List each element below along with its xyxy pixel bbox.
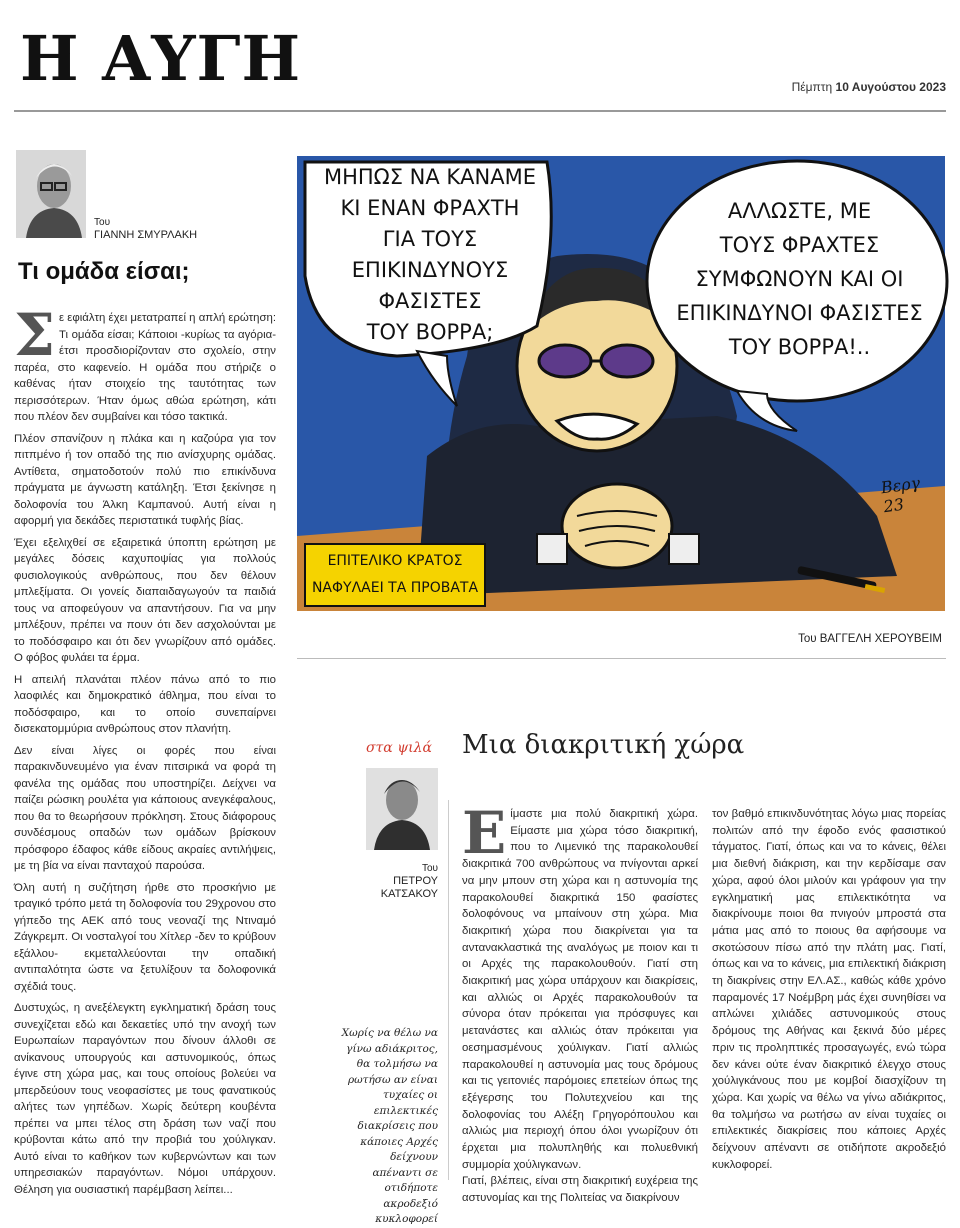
issue-date-value: 10 Αυγούστου 2023 [835,80,946,94]
issue-date [792,80,946,94]
article-title: Τι ομάδα είσαι; [18,258,190,285]
paragraph-5: Δεν είναι λίγες οι φορές που είναι παρακινδυνευμένο για έναν πιτσιρικά να φορά τη φανέλα της ομάδας που υποστηρίζει. Δείχνει να παίζει ρώσικη ρουλέτα για κάποιους ανεγκέφαλους, που θα το θεωρήσουν πρόκληση. Στους διάφορους συνδέσμους οπαδών των ομάδων βρίσκουν πρόσφορο έδαφος κάθε είδους ακραίες αντιλήψεις, με τη βία να είναι πανταχού παρούσα. [14,744,276,872]
political-cartoon [297,156,945,611]
drop-cap: Ε [462,799,507,867]
section-rule [297,658,946,659]
author-photo-smyrlakis [16,150,86,238]
article2-column-2: τον βαθμό επικινδυνότητας λόγω μιας πορείας πολιτών από την έφοδο ενός φασιστικού τάγματος. Γιατί, όπως και να το κάνεις, θέλει μια διεθνή διάκριση, και την κερδίσαμε σαν χώρα, αφού όλοι μιλούν και γράφουν για την εγκληματική μας επιλεκτικότητα να διακρίνουμε ποιοι θα πνιγούν μπροστά στα μάτια μας από το ποιους θα αφήσουμε να σκοτώσουν πίσω από την πλάτη μας. Γιατί, όπως και να το κάνεις, μια επιλεκτική διάκριση τη διακρίνεις στην ΕΛ.ΑΣ., καθώς κάθε χρόνο παραμονές 17 Νοέμβρη μάς έχει συνηθίσει να απλώνει χιλιάδες αστυνομικούς στους δρόμους της Αθήνας και ξεκινά δύο μέρες πριν τις προληπτικές προσαγωγές, ενώ τώρα δεν κάνει ούτε έναν διακριτικό έλεγχο στους χούλιγκάνους που με κομβοί διασχίζουν τη χώρα. Και χωρίς να θέλω να γίνω αδιάκριτος, θα τολμήσω να ρωτήσω αν είναι τυχαίες οι επιλεκτικές διακρίσεις που κάποιες Αρχές δείχνουν απέναντι σε οτιδήποτε ακροδεξιό κυκλοφορεί. [712,808,946,1171]
paragraph-7: Δυστυχώς, η ανεξέλεγκτη εγκληματική δράση τους συνεχίζεται εδώ και δεκαετίες υπό την ανοχή των Ευρωπαίων παραγόντων που δίνουν άλλοθι σε ανίκανους υπουργούς και αστυνομικούς, όπως έγινε στη χώρα μας, και τους οποίους βολεύει να μπερδεύουν τους νεοφασίστες με τους φανατικούς αλήτες των γηπέδων. Χωρίς δεύτερη κουβέντα πρέπει να μπει τέλος στη δράση των ναζί που κρύβονται κάτω από την προβιά του χούλιγκαν. Αυτό είναι το καθήκον των κυβερνώντων και των υπηρεσιακών παραγόντων. Νόμοι υπάρχουν. Θέληση για ουσιαστική παρέμβαση λείπει... [14,1002,276,1196]
article2-title: Μια διακριτική χώρα [462,730,745,760]
sign-text: ΕΠΙΤΕΛΙΚΟ ΚΡΑΤΟΣ ΝΑΦΥΛΑΕΙ ΤΑ ΠΡΟΒΑΤΑ [311,553,479,596]
byline-author: ΓΙΑΝΝΗ ΣΜΥΡΛΑΚΗ [94,229,198,241]
newspaper-masthead: Η ΑΥΓΗ [20,22,302,95]
byline [94,216,197,242]
section-kicker: στα ψιλά [366,740,433,756]
issue-day: Πέμπτη [791,80,833,94]
pull-quote: Χωρίς να θέλω να γίνω αδιάκριτος, θα τολμήσω να ρωτήσω αν είναι τυχαίες οι επιλεκτικές διακρίσεις που κάποιες Αρχές δείχνουν απέναντι σε οτιδήποτε ακροδεξιό κυκλοφορεί [341,1027,438,1225]
byline-prefix: Του [94,217,111,228]
drop-cap: Σ [14,301,56,369]
cartoonist-signature: Βεργ 23 [879,473,922,517]
sunglasses-right [601,345,653,377]
sunglasses-left [539,345,591,377]
paragraph-6: Όλη αυτή η συζήτηση ήρθε στο προσκήνιο με τραγικό τρόπο μετά τη δολοφονία του 29χρονου στο γήπεδο της ΑΕΚ από τους νεοναζί της Ντιναμό Ζάγκρεμπ. Οι νοσταλγοί του Χίτλερ -δεν το κρύβουν εξάλλου- εκμεταλλεύονται την οπαδική αντιπαλότητα ώστε να ξετυλίξουν τα δολοφονικά σχέδιά τους. [14,881,276,993]
article2-column-1: Είμαστε μια πολύ διακριτική χώρα. Είμαστε μια χώρα τόσο διακριτική, που το Λιμενικό της παρακολουθεί διακριτικά 700 ανθρώπους να πνίγονται αρκεί να μην μπουν στη χώρα και η αστυνομία της παρακολουθεί διακριτικά 150 φασίστες δολοφόνους να μπαίνουν στη χώρα. Μια διακριτική χώρα που διακρίνεται για τα αντανακλαστικά της αναλόγως με ποιον και τι οι Αρχές της παρακολουθούν. Γιατί στη διακριτική μας χώρα υπάρχουν και διακρίσεις, και αλλιώς οι Αρχές παρακολουθούν τα σύνορα όταν πρόκειται για πρόσφυγες και μετανάστες και αλλιώς όταν πρόκειται για οεσημασμένους χούλιγκαν. Γιατί αλλιώς παρακολουθεί η αστυνομία μας τους δρόμους και τις γειτονιές παρόμοιες επετείων όπως της εξέγερσης του Πολυτεχνείου και της δολοφονίας του Αλέξη Γρηγορόπουλου και αλλιώς μια περιοχή όπου όλοι γνωρίζουν ότι έρχεται μια πολυπληθής και πολυεθνική συμμορία χούλιγκανων. Γιατί, βλέπεις, είναι στη διακριτική ευχέρεια της αστυνομίας και της Πολιτείας να διακρίνουν [462,799,698,1205]
paragraph-2: Πλέον σπανίζουν η πλάκα και η καζούρα για τον πιτπμένο ή τον οπαδό της πιο ανίσχυρης ομάδας. Αντίθετα, σηματοδοτούν πολύ πιο επικίνδυνα πράγματα με άγνωστη κατάληξη. Έτσι ξεκίνησε η δολοφονία του Άλκη Καμπανού. Αυτή είναι η αφορμή για δεκάδες περιστατικά τυφλής βίας. [14,432,276,527]
paragraph-1: Σε εφιάλτη έχει μετατραπεί η απλή ερώτηση: Τι ομάδα είσαι; Κάποιοι -κυρίως τα αγόρια- έτσι προσδιορίζονταν στο σχολείο, στην παρέα, στο καφενείο. Η ομάδα που στήριζε ο καθένας ήταν στοιχείο της ταυτότητας των περισσότερων. Ήταν όμως αθώα ερώτηση, κάτι που πλέον δεν συμβαίνει και τόσο τακτικά. [14,301,276,423]
paragraph-4: Η απειλή πλανάται πλέον πάνω από το πιο λαοφιλές και δημοκρατικό άθλημα, που είναι το ποδόσφαιρο, και το οποίο συνεπαίρνει δισεκατομμύρια ανθρώπους στον πλανήτη. [14,673,276,735]
article-body [14,301,276,1203]
cartoon-credit: Του ΒΑΓΓΕΛΗ ΧΕΡΟΥΒΕΙΜ [798,633,942,645]
article2-byline: Του ΠΕΤΡΟΥ ΚΑΤΣΑΚΟΥ [380,863,438,900]
column-divider [448,800,449,1180]
paragraph-3: Έχει εξελιχθεί σε εξαιρετικά ύποπτη ερώτηση με μεγάλες δόσεις καχυποψίας για πολλούς φυσιολογικούς ανθρώπους, που δεν θέλουν μπλεξίματα. Οι γονείς διαπαιδαγωγούν τα παιδιά τους να αποφεύγουν να απαντήσουν. Για να μην μπλέξουν, πρέπει να πουν ότι δεν ασχολούνται με το ποδόσφαιρο και ότι δεν γνωρίζουν από ομάδες. Ο φόβος φυλάει τα έρμα. [14,536,276,664]
bubble-right-text: ΑΛΛΩΣΤΕ, ΜΕ ΤΟΥΣ ΦΡΑΧΤΕΣ ΣΥΜΦΩΝΟΥΝ ΚΑΙ ΟΙ ΕΠΙΚΙΝΔΥΝΟΙ ΦΑΣΙΣΤΕΣ ΤΟΥ ΒΟΡΡΑ!.. [676,199,923,359]
author-photo-katsakou [366,768,438,850]
header-rule [14,110,946,112]
bubble-left-text: ΜΗΠΩΣ ΝΑ ΚΑΝΑΜΕ ΚΙ ΕΝΑΝ ΦΡΑΧΤΗ ΓΙΑ ΤΟΥΣ ΕΠΙΚΙΝΔΥΝΟΥΣ ΦΑΣΙΣΤΕΣ ΤΟΥ ΒΟΡΡΑ; [323,165,537,344]
